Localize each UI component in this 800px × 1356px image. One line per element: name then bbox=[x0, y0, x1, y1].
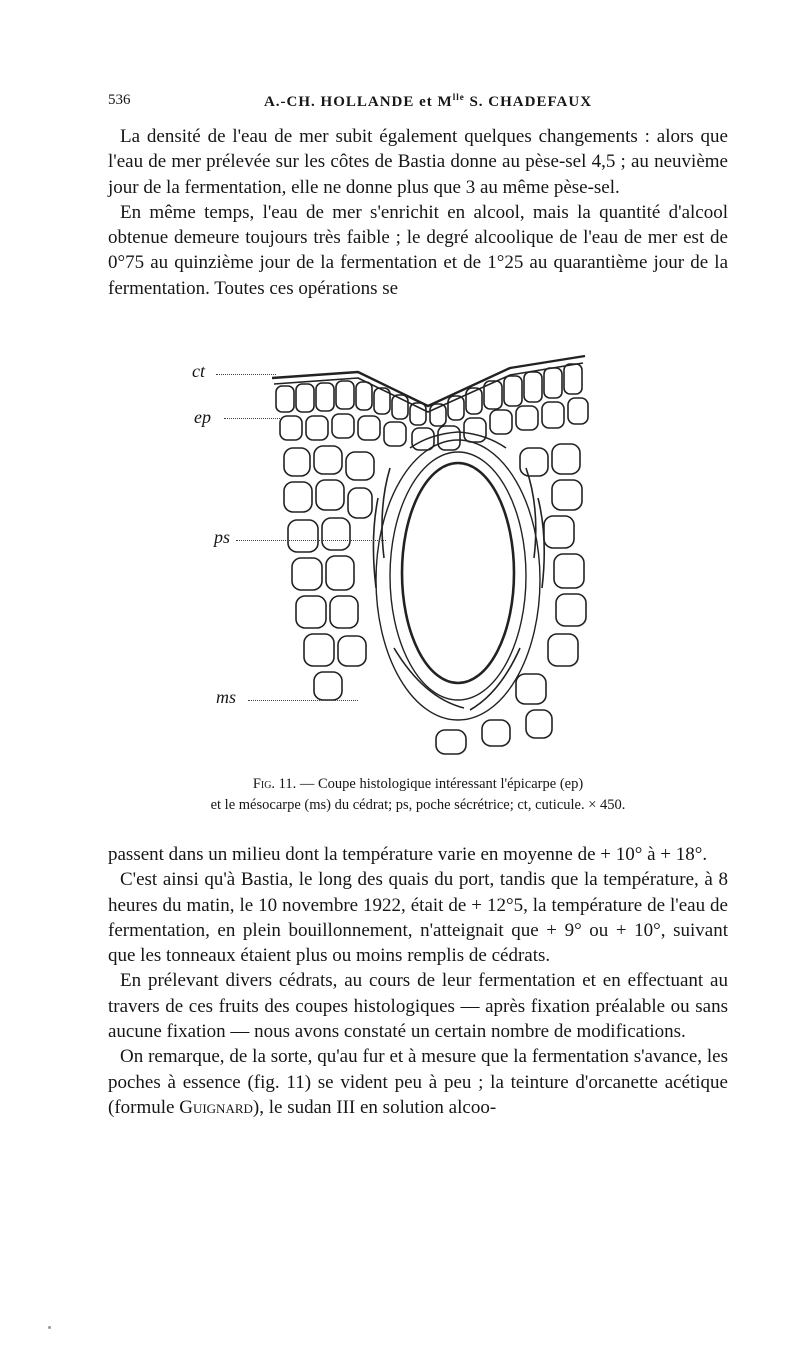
authors-right: S. CHADEFAUX bbox=[464, 94, 593, 110]
caption-line2: et le mésocarpe (ms) du cédrat; ps, poche sécrétrice; ct, cuticule. × 450. bbox=[210, 797, 626, 813]
scan-speck bbox=[48, 1326, 51, 1329]
label-ep: ep bbox=[194, 407, 211, 427]
caption-line1: — Coupe histologique intéressant l'épicarpe (ep) bbox=[296, 776, 584, 792]
secretory-pocket bbox=[402, 463, 514, 683]
paragraph-bastia: C'est ainsi qu'à Bastia, le long des quais du port, tandis que la température, à 8 heures du matin, le 10 novembre 1922, était de + 12°5, la température de l'eau de fermentation, en plein bouillonnement, n'atteignait que + 9° ou + 10°, suivant que les tonneaux étaient plus ou moins remplis de cédrats. bbox=[108, 869, 728, 967]
mesocarp-cells bbox=[284, 444, 586, 754]
paragraph-temperature-range: passent dans un milieu dont la température varie en moyenne de + 10° à + 18°. bbox=[108, 844, 708, 865]
figure-caption bbox=[118, 774, 718, 816]
caption-prefix: Fig. 11. bbox=[252, 776, 297, 792]
top-text-block bbox=[108, 124, 728, 301]
label-ps: ps bbox=[214, 527, 231, 547]
paragraph-alcohol: En même temps, l'eau de mer s'enrichit en alcool, mais la quantité d'alcool obtenue demeure toujours très faible ; le degré alcoolique de l'eau de mer est de 0°75 au quinzième jour de la fermentation et de 1°25 au quarantième jour de la fermentation. Toutes ces opérations se bbox=[108, 201, 728, 299]
leader-ps bbox=[236, 540, 386, 541]
label-ms: ms bbox=[216, 687, 237, 707]
running-title bbox=[108, 92, 728, 111]
paragraph-observation bbox=[108, 1044, 728, 1120]
authors-sup: lle bbox=[452, 92, 465, 102]
paragraph-samples: En prélevant divers cédrats, au cours de leur fermentation et en effectuant au travers de ces fruits des coupes histologiques — après fixation préalable ou sans aucune fixation — nous avons constaté un certain nombre de modifications. bbox=[108, 970, 728, 1043]
paragraph-density: La densité de l'eau de mer subit également quelques changements : alors que l'eau de mer prélevée sur les côtes de Bastia donne au pèse-sel 4,5 ; au neuvième jour de la fermentation, elle ne donne plus que 3 au même pèse-sel. bbox=[108, 126, 728, 198]
bottom-text-block bbox=[108, 842, 728, 1120]
leader-ms bbox=[248, 700, 358, 701]
page-number: 536 bbox=[108, 92, 131, 108]
leader-ct bbox=[216, 374, 276, 375]
leader-ep bbox=[224, 418, 280, 419]
histology-figure bbox=[180, 348, 620, 768]
p4-before: On remarque, de la sorte, qu'au fur et à mesure que la fermentation s'avance, les poches à essence (fig. 11) se vident peu à peu ; la teinture d'orcanette acétique (formule bbox=[108, 1046, 728, 1118]
pocket-lining-cells bbox=[373, 432, 544, 710]
p4-name: Guignard bbox=[179, 1096, 253, 1118]
p4-after: ), le sudan III en solution alcoo- bbox=[252, 1096, 497, 1118]
label-ct: ct bbox=[192, 361, 205, 381]
running-header bbox=[108, 92, 728, 116]
cell-section-drawing bbox=[180, 348, 620, 768]
authors-left: A.-CH. HOLLANDE et M bbox=[263, 94, 453, 110]
